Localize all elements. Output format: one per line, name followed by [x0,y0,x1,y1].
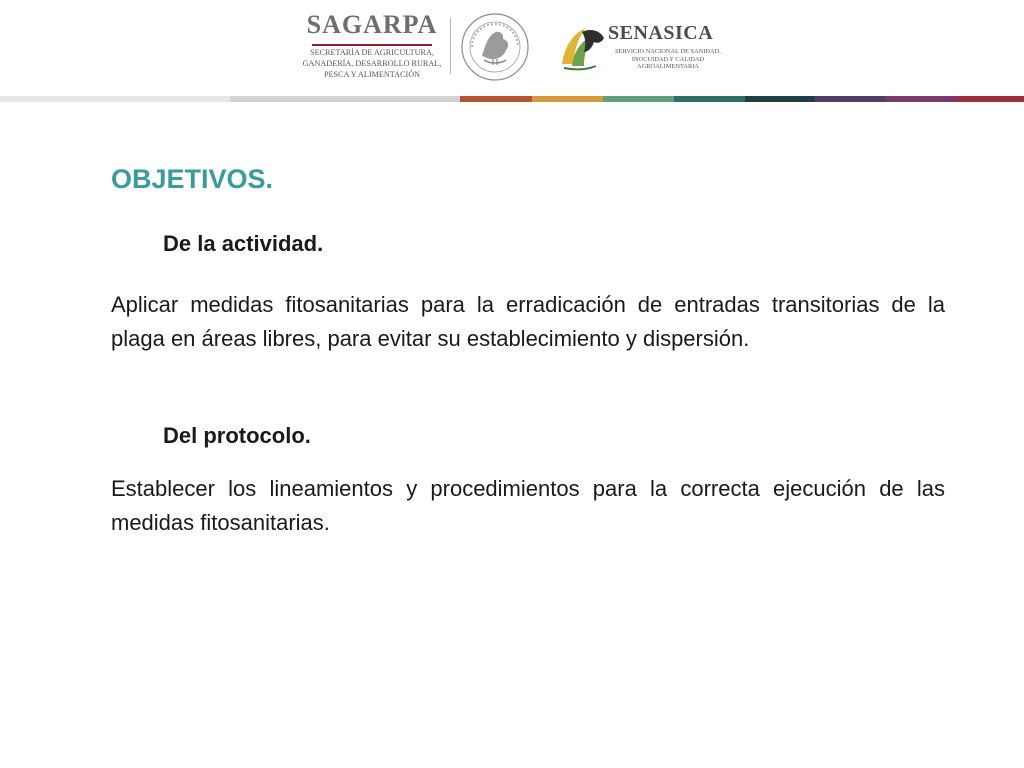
senasica-line-3: AGROALIMENTARIA [637,63,699,71]
sagarpa-line-2: GANADERÍA, DESARROLLO RURAL, [302,59,442,68]
senasica-line-2: INOCUIDAD Y CALIDAD [631,55,705,63]
senasica-line-1: SERVICIO NACIONAL DE SANIDAD, [615,48,721,55]
stripe-segment [815,96,886,102]
sagarpa-line-1: SECRETARÍA DE AGRICULTURA, [310,48,434,57]
stripe-segment [603,96,674,102]
sagarpa-name: SAGARPA [306,10,438,39]
stripe-segment [745,96,815,102]
sagarpa-rule [312,44,432,46]
slide-header [0,0,1024,96]
stripe-segment [886,96,957,102]
stripe-segment [460,96,532,102]
mexican-coat-of-arms-seal-icon [460,12,530,82]
section-text-activity: Aplicar medidas fitosanitarias para la erradicación de entradas transitorias de la plaga en áreas libres, para evitar su establecimiento y dispersión. [111,292,945,351]
senasica-name: SENASICA [608,22,714,44]
stripe-segment [0,96,230,102]
senasica-emblem-icon [556,20,606,72]
sagarpa-logo [302,10,442,86]
section-heading-activity: De la actividad. [163,231,324,256]
slide-title: OBJETIVOS. [111,164,274,194]
section-heading-protocol: Del protocolo. [163,423,311,448]
header-color-stripe [0,96,1024,102]
stripe-segment [957,96,1024,102]
logo-divider [450,18,451,74]
slide-content [111,158,945,540]
section-text-protocol: Establecer los lineamientos y procedimientos para la correcta ejecución de las medidas fitosanitarias. [111,476,945,535]
stripe-segment [230,96,460,102]
stripe-segment [532,96,603,102]
sagarpa-subtitle [302,47,442,80]
stripe-segment [674,96,745,102]
senasica-subtitle [610,48,726,71]
senasica-logo [556,18,726,78]
sagarpa-line-3: PESCA Y ALIMENTACIÓN [323,70,421,79]
